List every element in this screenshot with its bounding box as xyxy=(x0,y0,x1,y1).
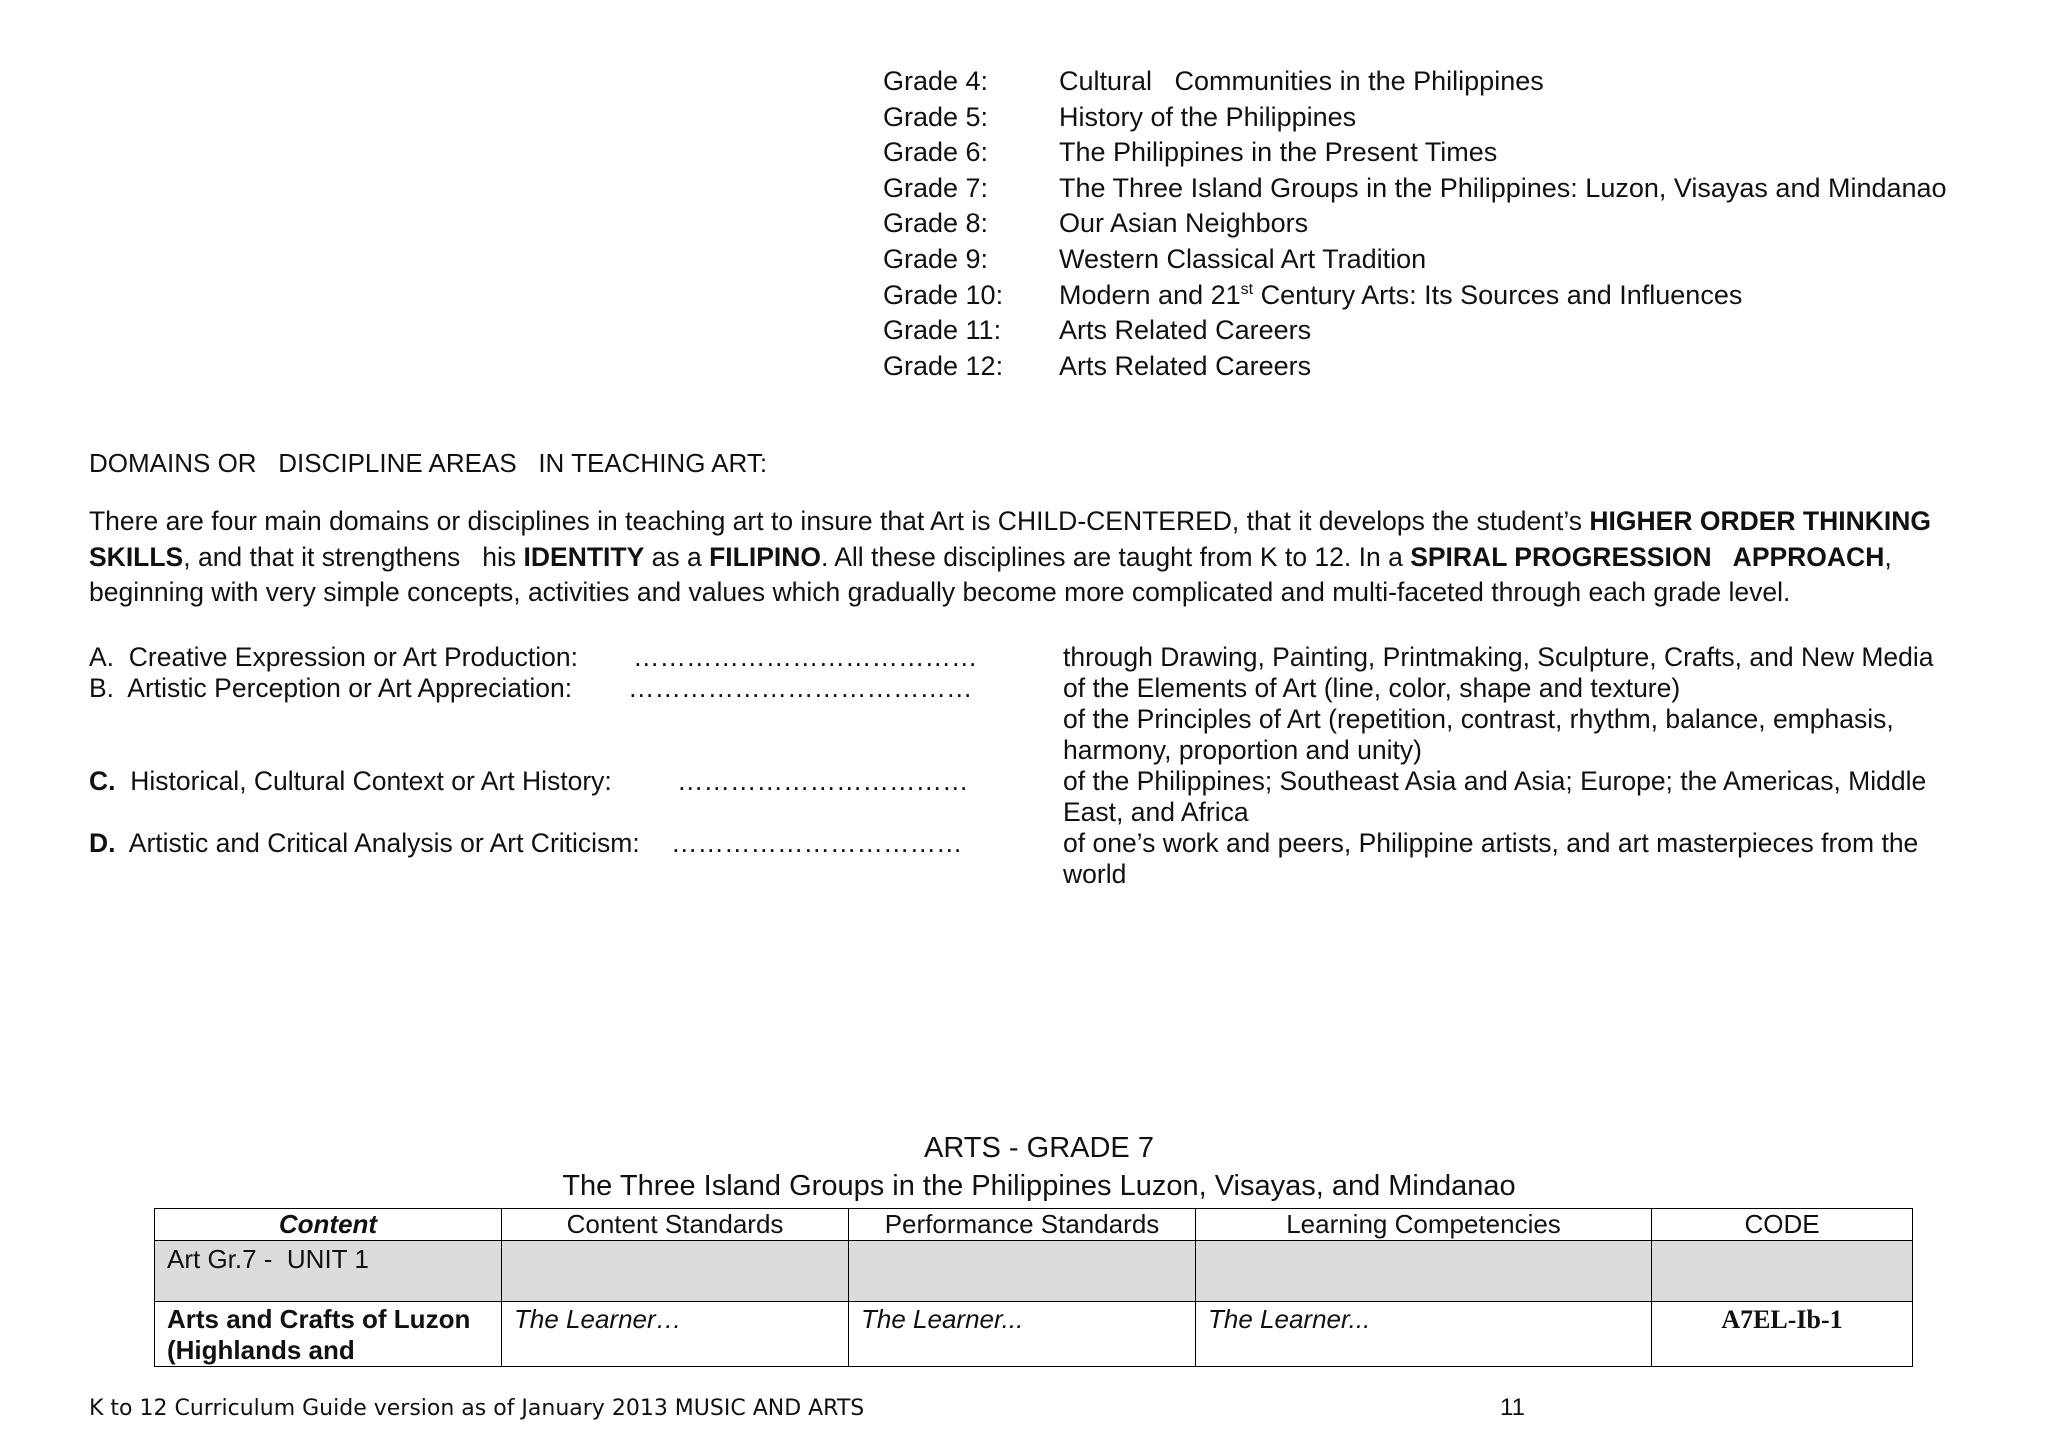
intro-emphasis: IDENTITY xyxy=(523,541,645,572)
intro-text: . All these disciplines are taught from K to 12. In a xyxy=(820,541,1411,572)
domain-leader-dots: …………………………… xyxy=(677,766,969,796)
grade-row xyxy=(883,64,1947,100)
grade-label: Grade 12: xyxy=(883,350,1004,381)
table-cell xyxy=(1196,1241,1652,1302)
intro-text: There are four main domains or disciplines in teaching art to insure that Art is CHILD-CENTERED, that it develops the student’s xyxy=(89,506,1590,536)
table-cell: The Learner... xyxy=(1196,1302,1652,1367)
intro-emphasis: HIGHER ORDER THINKING SKILLS xyxy=(89,506,1939,572)
domain-letter: A. xyxy=(89,642,115,672)
grade-description-text: Century Arts: Its Sources and Influences xyxy=(1253,279,1743,310)
table-cell: Art Gr.7 - UNIT 1 xyxy=(155,1241,502,1302)
domain-letter: D. xyxy=(89,828,116,858)
table-cell xyxy=(849,1241,1196,1302)
grade-row xyxy=(883,313,1947,349)
grade-description xyxy=(1059,278,1742,314)
column-header-code: CODE xyxy=(1652,1209,1913,1241)
grade-row xyxy=(883,100,1947,136)
grade-description: Our Asian Neighbors xyxy=(1059,208,1309,239)
grade-row xyxy=(883,171,1947,207)
table-cell: The Learner... xyxy=(849,1302,1196,1367)
table-cell: Arts and Crafts of Luzon (Highlands and xyxy=(155,1302,502,1367)
grade-label: Grade 7: xyxy=(883,172,989,203)
domain-item-c xyxy=(89,766,612,797)
intro-text: as a xyxy=(644,541,710,572)
grade-row xyxy=(883,135,1947,171)
table-cell-code: A7EL-Ib-1 xyxy=(1652,1302,1913,1367)
grade-description: Arts Related Careers xyxy=(1059,315,1312,346)
grade-label: Grade 6: xyxy=(883,137,989,168)
grade-label: Grade 4: xyxy=(883,66,989,96)
grade-description-text: Modern and 21 xyxy=(1059,279,1241,310)
superscript: st xyxy=(1240,280,1254,298)
domain-label: Creative Expression or Art Production: xyxy=(114,642,579,672)
column-header-learning-competencies: Learning Competencies xyxy=(1196,1209,1652,1241)
grade-row xyxy=(883,349,1947,385)
domain-description: of the Philippines; Southeast Asia and Asia; Europe; the Americas, Middle East, and Africa xyxy=(1063,766,1927,827)
domain-description: of one’s work and peers, Philippine artists, and art masterpieces from the world xyxy=(1063,828,1919,889)
grade-description: Western Classical Art Tradition xyxy=(1059,243,1427,274)
table-cell xyxy=(502,1241,849,1302)
column-header-performance-standards: Performance Standards xyxy=(849,1209,1196,1241)
table-row xyxy=(155,1241,1913,1302)
grade-list xyxy=(883,64,1947,384)
domain-letter: C. xyxy=(89,766,116,796)
table-cell xyxy=(1652,1241,1913,1302)
domain-item-a xyxy=(89,642,578,673)
column-header-content-standards: Content Standards xyxy=(502,1209,849,1241)
domain-label: Artistic Perception or Art Appreciation: xyxy=(114,673,573,703)
domain-label: Artistic and Critical Analysis or Art Criticism: xyxy=(115,828,640,858)
domain-item-b xyxy=(89,673,572,704)
domain-leader-dots: ………………………………… xyxy=(633,642,978,672)
grade-label: Grade 8: xyxy=(883,208,989,239)
table-header-row xyxy=(155,1209,1913,1241)
column-header-content: Content xyxy=(155,1209,502,1241)
intro-paragraph xyxy=(89,504,1949,611)
grade-label: Grade 5: xyxy=(883,101,989,132)
grade-row xyxy=(883,278,1947,314)
grade-row xyxy=(883,206,1947,242)
grade-description: Cultural Communities in the Philippines xyxy=(1059,66,1544,96)
domain-description: through Drawing, Painting, Printmaking, Sculpture, Crafts, and New Media xyxy=(1063,642,1934,672)
footer-text: K to 12 Curriculum Guide version as of January 2013 MUSIC AND ARTS xyxy=(89,1396,865,1421)
grade-row xyxy=(883,242,1947,278)
grade-label: Grade 11: xyxy=(883,315,1002,346)
intro-emphasis: SPIRAL PROGRESSION APPROACH xyxy=(1410,541,1885,572)
domain-item-d xyxy=(89,828,640,859)
grade-description: History of the Philippines xyxy=(1059,101,1357,132)
table-row xyxy=(155,1302,1913,1367)
intro-text: , and that it strengthens his xyxy=(183,541,524,572)
grade-description: The Philippines in the Present Times xyxy=(1059,137,1498,168)
domains-heading: DOMAINS OR DISCIPLINE AREAS IN TEACHING ART: xyxy=(89,448,768,478)
page-number: 11 xyxy=(1500,1394,1525,1421)
grade-description: The Three Island Groups in the Philippines: Luzon, Visayas and Mindanao xyxy=(1059,172,1947,203)
domain-leader-dots: …………………………… xyxy=(671,828,963,858)
grade-label: Grade 10: xyxy=(883,279,1004,310)
domain-description: of the Principles of Art (repetition, contrast, rhythm, balance, emphasis, harmony, proportion and unity) xyxy=(1063,704,1894,765)
domain-label: Historical, Cultural Context or Art History: xyxy=(115,766,612,796)
intro-emphasis: FILIPINO xyxy=(709,541,821,572)
domain-description: of the Elements of Art (line, color, shape and texture) xyxy=(1063,673,1681,703)
curriculum-table xyxy=(154,1208,1913,1367)
domain-leader-dots: ………………………………… xyxy=(628,673,973,703)
intro-text: , beginning with very simple concepts, activities and values which gradually become more complicated and multi-faceted through each grade level. xyxy=(89,541,1900,607)
table-cell: The Learner… xyxy=(502,1302,849,1367)
section-title: ARTS - GRADE 7 xyxy=(924,1132,1154,1164)
grade-label: Grade 9: xyxy=(883,243,989,274)
grade-description: Arts Related Careers xyxy=(1059,350,1312,381)
section-subtitle: The Three Island Groups in the Philippines Luzon, Visayas, and Mindanao xyxy=(562,1170,1516,1202)
domain-letter: B. xyxy=(89,673,115,703)
